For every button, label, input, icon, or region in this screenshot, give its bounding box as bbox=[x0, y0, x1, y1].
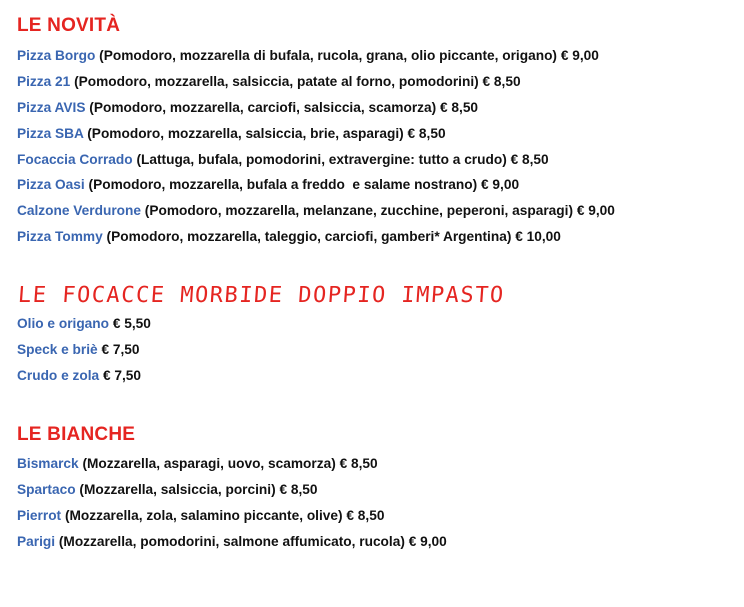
item-description: (Pomodoro, mozzarella, melanzane, zucchine, peperoni, asparagi) bbox=[144, 203, 574, 219]
item-name: Crudo e zola bbox=[17, 367, 100, 383]
item-description: (Mozzarella, zola, salamino piccante, olive) bbox=[64, 507, 343, 523]
item-price: € 9,00 bbox=[481, 177, 520, 193]
item-price: € 7,50 bbox=[102, 367, 142, 383]
item-price: € 8,50 bbox=[346, 507, 385, 523]
item-price: € 8,50 bbox=[339, 456, 378, 471]
item-name: Pizza AVIS bbox=[17, 99, 86, 115]
item-name: Bismarck bbox=[17, 456, 79, 471]
item-name: Parigi bbox=[17, 533, 56, 549]
menu-item bbox=[17, 224, 615, 250]
item-list bbox=[17, 43, 615, 250]
item-price: € 8,50 bbox=[407, 125, 446, 141]
menu-item bbox=[17, 147, 615, 173]
item-name: Pizza SBA bbox=[17, 125, 84, 141]
item-name: Spartaco bbox=[17, 481, 76, 497]
item-name: Pizza Oasi bbox=[17, 177, 85, 193]
menu-item bbox=[17, 121, 615, 147]
item-description: (Mozzarella, pomodorini, salmone affumicato, rucola) bbox=[58, 533, 405, 549]
item-description: (Pomodoro, mozzarella, salsiccia, brie, asparagi) bbox=[87, 125, 404, 141]
menu-item bbox=[17, 451, 447, 477]
section-novita bbox=[17, 15, 615, 250]
item-description: (Mozzarella, salsiccia, porcini) bbox=[79, 481, 276, 497]
item-description: (Pomodoro, mozzarella, salsiccia, patate al forno, pomodorini) bbox=[74, 73, 479, 89]
item-description: (Mozzarella, asparagi, uovo, scamorza) bbox=[82, 456, 336, 471]
section-title: LE BIANCHE bbox=[17, 424, 136, 445]
section-focacce bbox=[17, 282, 504, 389]
menu-item bbox=[17, 172, 615, 198]
menu-item bbox=[17, 337, 504, 363]
item-price: € 10,00 bbox=[515, 229, 561, 245]
item-price: € 9,00 bbox=[408, 533, 447, 549]
item-price: € 8,50 bbox=[510, 151, 549, 167]
menu-item bbox=[17, 363, 504, 389]
menu-item bbox=[17, 477, 447, 503]
item-price: € 9,00 bbox=[576, 203, 615, 219]
item-description: (Pomodoro, mozzarella di bufala, rucola, grana, olio piccante, origano) bbox=[99, 48, 557, 63]
menu-item bbox=[17, 529, 447, 555]
item-list bbox=[17, 451, 447, 555]
menu-item bbox=[17, 69, 615, 95]
item-price: € 8,50 bbox=[279, 481, 318, 497]
item-description: (Lattuga, bufala, pomodorini, extravergine: tutto a crudo) bbox=[136, 151, 507, 167]
menu-item bbox=[17, 503, 447, 529]
item-name: Calzone Verdurone bbox=[17, 203, 141, 219]
item-name: Speck e briè bbox=[17, 341, 98, 357]
item-price: € 8,50 bbox=[482, 73, 521, 89]
item-description: (Pomodoro, mozzarella, taleggio, carciofi, gamberi* Argentina) bbox=[106, 229, 512, 245]
section-bianche bbox=[17, 424, 447, 555]
item-price: € 7,50 bbox=[101, 341, 140, 357]
item-description: (Pomodoro, mozzarella, bufala a freddo e salame nostrano) bbox=[88, 177, 478, 193]
section-title: LE FOCACCE MORBIDE DOPPIO IMPASTO bbox=[17, 283, 506, 308]
section-title: LE NOVITÀ bbox=[17, 15, 121, 36]
item-name: Focaccia Corrado bbox=[17, 151, 133, 167]
item-name: Pierrot bbox=[17, 507, 62, 523]
menu-item bbox=[17, 43, 615, 69]
item-price: € 5,50 bbox=[112, 316, 151, 331]
item-list bbox=[17, 311, 504, 389]
item-name: Pizza Tommy bbox=[17, 229, 103, 245]
item-name: Olio e origano bbox=[17, 316, 110, 331]
menu-item bbox=[17, 198, 615, 224]
item-name: Pizza Borgo bbox=[17, 48, 96, 63]
item-price: € 9,00 bbox=[560, 48, 599, 63]
menu-item bbox=[17, 311, 504, 337]
item-price: € 8,50 bbox=[439, 99, 479, 115]
item-name: Pizza 21 bbox=[17, 73, 71, 89]
menu-item bbox=[17, 95, 615, 121]
item-description: (Pomodoro, mozzarella, carciofi, salsiccia, scamorza) bbox=[89, 99, 437, 115]
